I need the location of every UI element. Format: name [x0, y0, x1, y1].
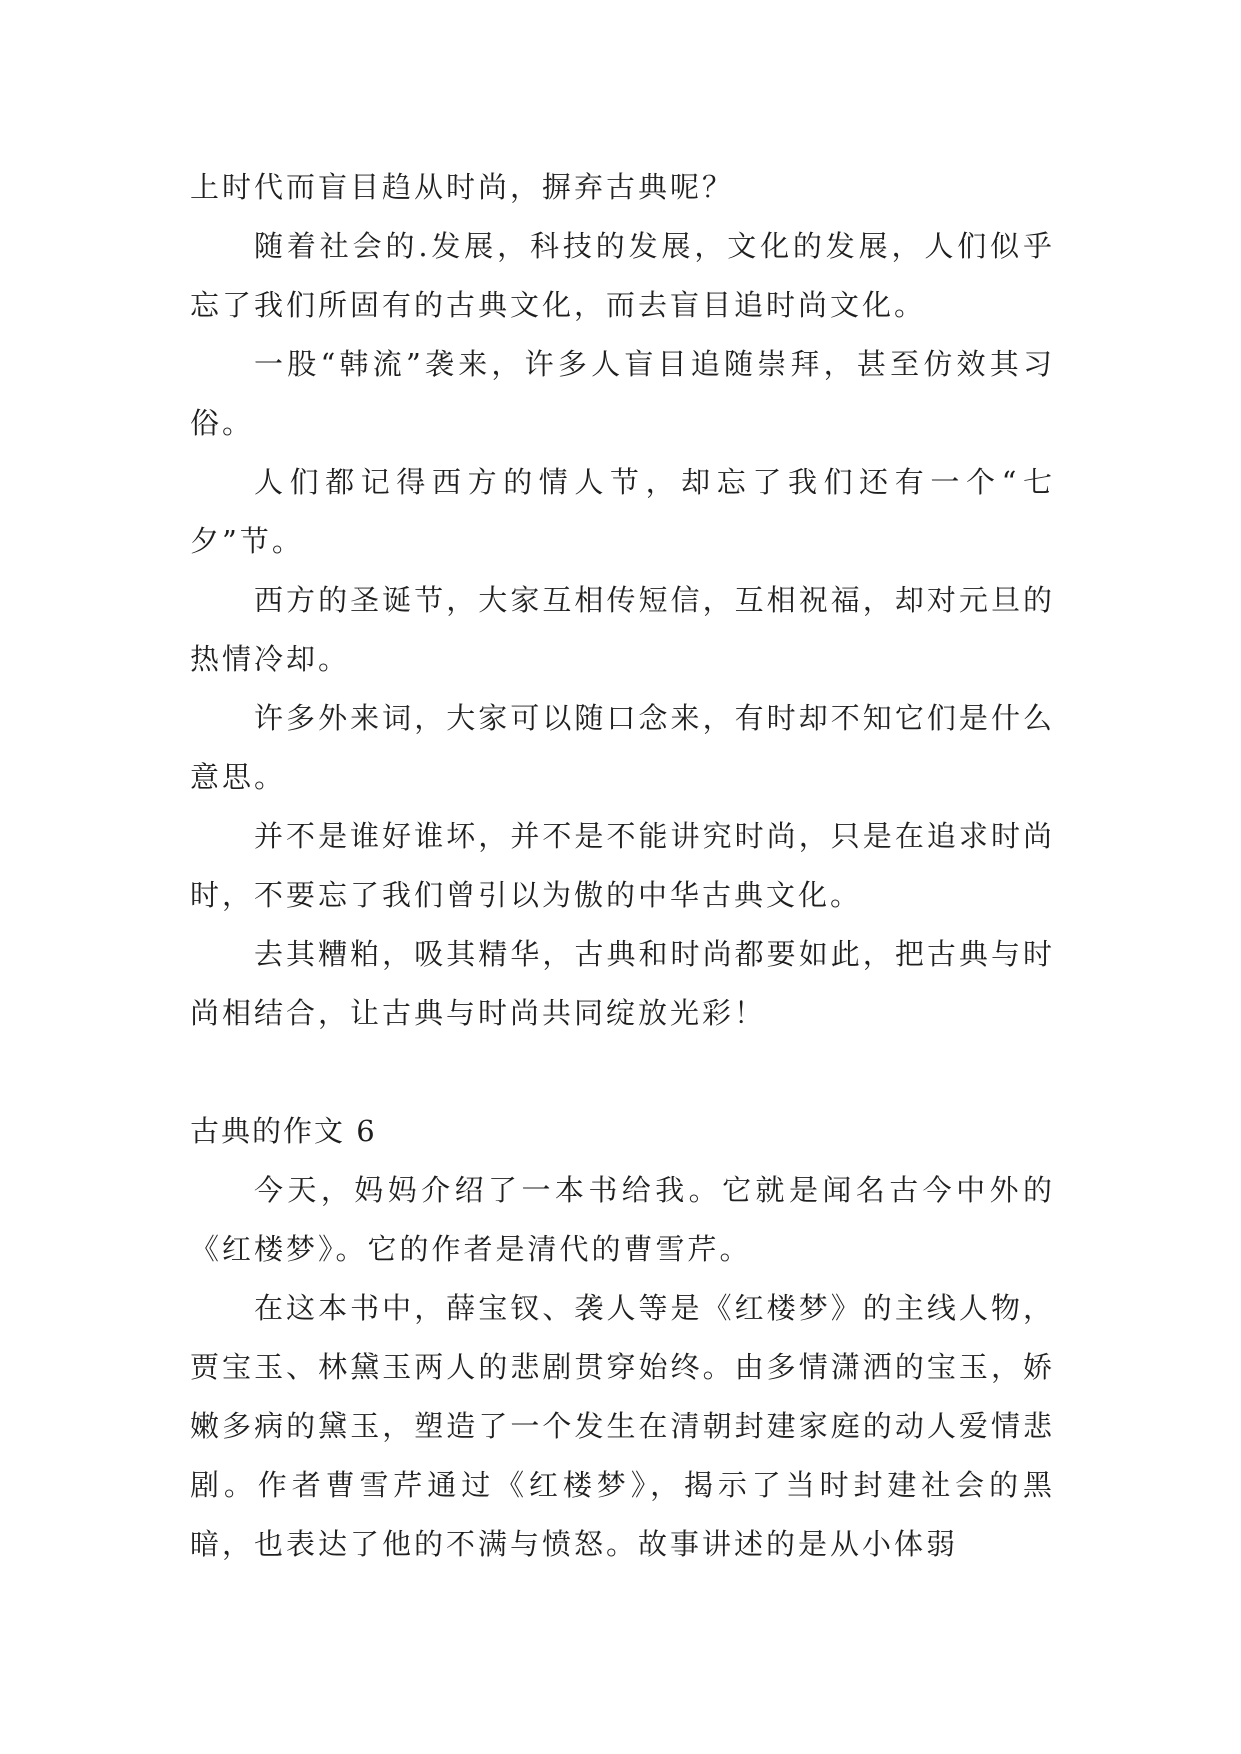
paragraph: 一股“韩流”袭来，许多人盲目追随崇拜，甚至仿效其习俗。 [190, 347, 1055, 440]
paragraph: 去其糟粕，吸其精华，古典和时尚都要如此，把古典与时尚相结合，让古典与时尚共同绽放光彩！ [190, 937, 1055, 1030]
paragraph: 许多外来词，大家可以随口念来，有时却不知它们是什么意思。 [190, 701, 1055, 794]
paragraph: 西方的圣诞节，大家互相传短信，互相祝福，却对元旦的热情冷却。 [190, 583, 1055, 676]
section-heading: 古典的作文 6 [190, 1114, 377, 1148]
paragraph: 今天，妈妈介绍了一本书给我。它就是闻名古今中外的《红楼梦》。它的作者是清代的曹雪芹。 [190, 1173, 1055, 1266]
paragraph: 并不是谁好谁坏，并不是不能讲究时尚，只是在追求时尚时，不要忘了我们曾引以为傲的中华古典文化。 [190, 819, 1055, 912]
section-spacer [190, 1043, 1055, 1102]
document-body [190, 158, 1055, 1574]
paragraph: 人们都记得西方的情人节，却忘了我们还有一个“七夕”节。 [190, 465, 1055, 558]
paragraph-continuation: 上时代而盲目趋从时尚，摒弃古典呢？ [190, 170, 735, 204]
paragraph: 随着社会的.发展，科技的发展，文化的发展，人们似乎忘了我们所固有的古典文化，而去盲目追时尚文化。 [190, 229, 1055, 322]
paragraph: 在这本书中，薛宝钗、袭人等是《红楼梦》的主线人物，贾宝玉、林黛玉两人的悲剧贯穿始终。由多情潇洒的宝玉，娇嫩多病的黛玉，塑造了一个发生在清朝封建家庭的动人爱情悲剧。作者曹雪芹通过《红楼梦》，揭示了当时封建社会的黑暗，也表达了他的不满与愤怒。故事讲述的是从小体弱 [190, 1291, 1055, 1561]
